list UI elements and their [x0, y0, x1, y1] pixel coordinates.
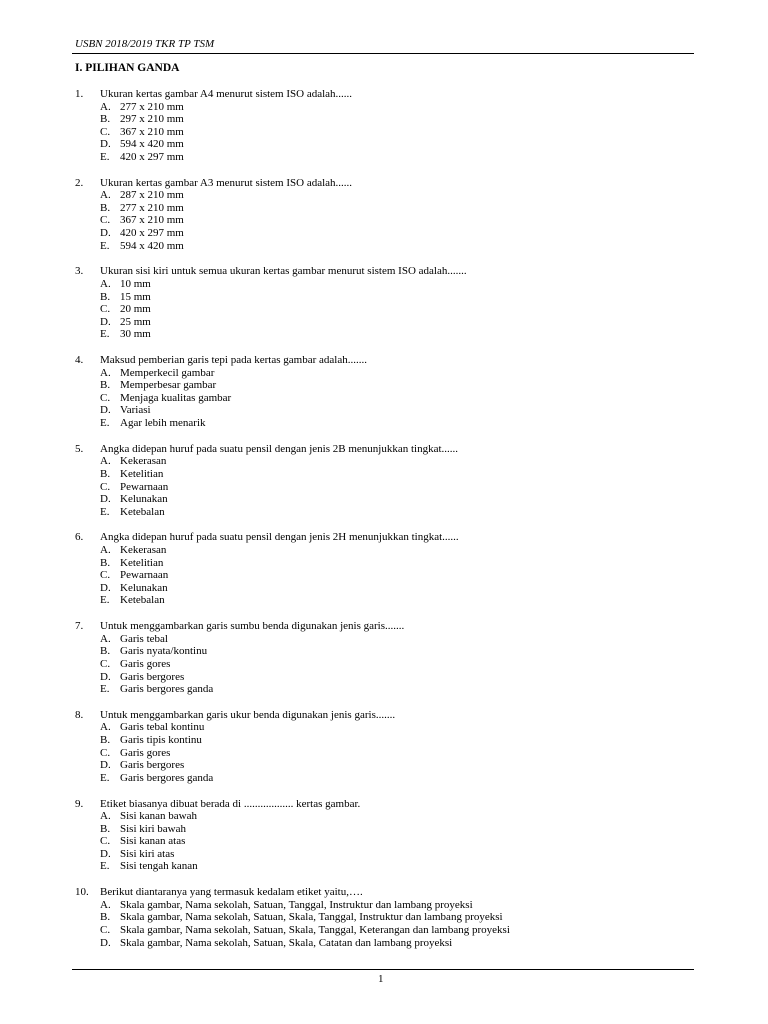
answer-option — [75, 240, 695, 253]
option-text: Kelunakan — [120, 581, 168, 594]
option-letter: B. — [100, 467, 111, 480]
question-number: 10. — [75, 886, 89, 899]
option-letter: A. — [100, 366, 111, 379]
answer-option — [75, 835, 695, 848]
option-letter: D. — [100, 227, 111, 240]
question-stem — [75, 354, 695, 367]
option-text: 420 x 297 mm — [120, 150, 184, 163]
answer-option — [75, 671, 695, 684]
option-text: Garis tebal — [120, 632, 168, 645]
question-text: Etiket biasanya dibuat berada di .................. kertas gambar. — [100, 797, 361, 810]
option-letter: C. — [100, 214, 111, 227]
option-text: 367 x 210 mm — [120, 125, 184, 138]
option-letter: B. — [100, 113, 111, 126]
question-stem — [75, 709, 695, 722]
question-stem — [75, 265, 695, 278]
option-text: 30 mm — [120, 328, 151, 341]
question-text: Angka didepan huruf pada suatu pensil dengan jenis 2B menunjukkan tingkat...... — [100, 442, 459, 455]
option-letter: D. — [100, 315, 111, 328]
answer-option — [75, 227, 695, 240]
answer-option — [75, 544, 695, 557]
option-text: 297 x 210 mm — [120, 113, 184, 126]
question-item — [75, 709, 695, 798]
option-text: Garis tebal kontinu — [120, 721, 205, 734]
question-item — [75, 354, 695, 443]
option-letter: D. — [100, 581, 111, 594]
answer-option — [75, 645, 695, 658]
option-letter: E. — [100, 683, 110, 696]
question-text: Untuk menggambarkan garis sumbu benda digunakan jenis garis....... — [100, 620, 405, 633]
question-number: 5. — [75, 442, 84, 455]
option-letter: C. — [100, 746, 111, 759]
option-text: 25 mm — [120, 315, 151, 328]
answer-option — [75, 633, 695, 646]
option-text: Skala gambar, Nama sekolah, Satuan, Tanggal, Instruktur dan lambang proyeksi — [120, 898, 473, 911]
page-header: USBN 2018/2019 TKR TP TSM — [75, 38, 215, 50]
option-letter: E. — [100, 417, 110, 430]
option-letter: E. — [100, 771, 110, 784]
answer-option — [75, 202, 695, 215]
option-text: Sisi kiri bawah — [120, 822, 186, 835]
option-text: Garis bergores ganda — [120, 771, 214, 784]
option-letter: C. — [100, 480, 111, 493]
question-number: 1. — [75, 88, 84, 100]
answer-option — [75, 911, 695, 924]
answer-option — [75, 291, 695, 304]
answer-option — [75, 417, 695, 430]
question-number: 3. — [75, 265, 84, 278]
answer-option — [75, 278, 695, 291]
answer-option — [75, 468, 695, 481]
option-text: Garis bergores — [120, 759, 185, 772]
question-stem — [75, 620, 695, 633]
option-letter: C. — [100, 125, 111, 138]
option-letter: A. — [100, 810, 111, 823]
question-text: Maksud pemberian garis tepi pada kertas gambar adalah....... — [100, 354, 367, 367]
answer-option — [75, 747, 695, 760]
answer-option — [75, 823, 695, 836]
section-title: I. PILIHAN GANDA — [75, 62, 180, 74]
option-letter: E. — [100, 150, 110, 163]
answer-option — [75, 594, 695, 607]
question-number: 7. — [75, 620, 84, 633]
option-text: Kelunakan — [120, 493, 168, 506]
question-list — [75, 88, 695, 975]
question-stem — [75, 798, 695, 811]
option-letter: B. — [100, 645, 111, 658]
answer-option — [75, 189, 695, 202]
answer-option — [75, 493, 695, 506]
answer-option — [75, 392, 695, 405]
option-letter: E. — [100, 594, 110, 607]
question-text: Ukuran sisi kiri untuk semua ukuran kertas gambar menurut sistem ISO adalah....... — [100, 265, 467, 278]
question-item — [75, 531, 695, 620]
option-letter: D. — [100, 847, 111, 860]
option-text: Memperkecil gambar — [120, 366, 215, 379]
option-text: Ketelitian — [120, 467, 164, 480]
option-letter: C. — [100, 657, 111, 670]
option-text: Ketebalan — [120, 594, 165, 607]
option-text: Pewarnaan — [120, 480, 169, 493]
option-text: 277 x 210 mm — [120, 100, 184, 113]
answer-option — [75, 481, 695, 494]
question-stem — [75, 443, 695, 456]
option-letter: A. — [100, 721, 111, 734]
option-letter: B. — [100, 822, 111, 835]
answer-option — [75, 557, 695, 570]
option-text: Memperbesar gambar — [120, 379, 217, 392]
question-number: 8. — [75, 708, 84, 721]
option-text: Kekerasan — [120, 455, 167, 468]
answer-option — [75, 734, 695, 747]
question-item — [75, 443, 695, 532]
option-text: Menjaga kualitas gambar — [120, 391, 232, 404]
question-text: Untuk menggambarkan garis ukur benda digunakan jenis garis....... — [100, 708, 396, 721]
header-rule — [72, 53, 694, 54]
option-text: Sisi kanan bawah — [120, 810, 197, 823]
answer-option — [75, 683, 695, 696]
answer-option — [75, 328, 695, 341]
question-item — [75, 798, 695, 887]
option-letter: A. — [100, 277, 111, 290]
option-letter: D. — [100, 670, 111, 683]
answer-option — [75, 721, 695, 734]
option-letter: C. — [100, 391, 111, 404]
option-text: Skala gambar, Nama sekolah, Satuan, Skala, Tanggal, Instruktur dan lambang proyeksi — [120, 911, 503, 924]
answer-option — [75, 924, 695, 937]
option-text: Agar lebih menarik — [120, 417, 206, 430]
option-letter: A. — [100, 898, 111, 911]
option-letter: E. — [100, 860, 110, 873]
question-item — [75, 886, 695, 975]
option-text: Garis nyata/kontinu — [120, 645, 208, 658]
option-letter: D. — [100, 138, 111, 151]
question-text: Ukuran kertas gambar A3 menurut sistem ISO adalah...... — [100, 176, 353, 189]
answer-option — [75, 138, 695, 151]
option-text: 420 x 297 mm — [120, 227, 184, 240]
option-letter: A. — [100, 632, 111, 645]
option-letter: D. — [100, 759, 111, 772]
option-text: 20 mm — [120, 303, 151, 316]
question-item — [75, 620, 695, 709]
page-number: 1 — [378, 973, 384, 985]
option-letter: B. — [100, 201, 111, 214]
option-letter: A. — [100, 544, 111, 557]
option-text: Pewarnaan — [120, 569, 169, 582]
answer-option — [75, 772, 695, 785]
option-text: 10 mm — [120, 277, 151, 290]
answer-option — [75, 937, 695, 950]
answer-option — [75, 379, 695, 392]
question-item — [75, 177, 695, 266]
option-letter: C. — [100, 923, 111, 936]
option-text: Garis gores — [120, 746, 171, 759]
question-number: 4. — [75, 354, 84, 367]
option-letter: B. — [100, 556, 111, 569]
answer-option — [75, 367, 695, 380]
option-text: Garis bergores — [120, 670, 185, 683]
answer-option — [75, 658, 695, 671]
question-text: Ukuran kertas gambar A4 menurut sistem ISO adalah...... — [100, 88, 353, 100]
option-letter: B. — [100, 911, 111, 924]
answer-option — [75, 101, 695, 114]
answer-option — [75, 860, 695, 873]
question-number: 9. — [75, 797, 84, 810]
question-stem — [75, 531, 695, 544]
answer-option — [75, 759, 695, 772]
option-text: Variasi — [120, 404, 151, 417]
option-text: 367 x 210 mm — [120, 214, 184, 227]
option-letter: E. — [100, 505, 110, 518]
answer-option — [75, 316, 695, 329]
option-letter: B. — [100, 734, 111, 746]
question-stem — [75, 177, 695, 190]
option-text: Ketebalan — [120, 505, 165, 518]
option-text: Sisi kanan atas — [120, 835, 186, 848]
option-letter: A. — [100, 455, 111, 468]
option-text: 594 x 420 mm — [120, 138, 184, 151]
option-text: 277 x 210 mm — [120, 201, 184, 214]
option-text: Kekerasan — [120, 544, 167, 557]
answer-option — [75, 899, 695, 912]
question-item — [75, 265, 695, 354]
answer-option — [75, 126, 695, 139]
question-number: 6. — [75, 531, 84, 544]
option-text: Garis bergores ganda — [120, 683, 214, 696]
option-text: Skala gambar, Nama sekolah, Satuan, Skala, Catatan dan lambang proyeksi — [120, 936, 453, 949]
option-text: 594 x 420 mm — [120, 239, 184, 252]
option-letter: C. — [100, 303, 111, 316]
answer-option — [75, 569, 695, 582]
question-text: Angka didepan huruf pada suatu pensil dengan jenis 2H menunjukkan tingkat...... — [100, 531, 459, 544]
answer-option — [75, 810, 695, 823]
option-letter: A. — [100, 100, 111, 113]
option-letter: D. — [100, 936, 111, 949]
option-text: Sisi tengah kanan — [120, 860, 198, 873]
answer-option — [75, 151, 695, 164]
answer-option — [75, 455, 695, 468]
question-stem — [75, 886, 695, 899]
option-letter: C. — [100, 835, 111, 848]
answer-option — [75, 303, 695, 316]
answer-option — [75, 404, 695, 417]
option-text: 15 mm — [120, 290, 151, 303]
option-text: 287 x 210 mm — [120, 189, 184, 202]
option-letter: A. — [100, 189, 111, 202]
option-text: Ketelitian — [120, 556, 164, 569]
option-letter: B. — [100, 379, 111, 392]
footer-rule — [72, 969, 694, 970]
option-letter: D. — [100, 493, 111, 506]
answer-option — [75, 214, 695, 227]
answer-option — [75, 848, 695, 861]
option-text: Garis gores — [120, 657, 171, 670]
option-text: Garis tipis kontinu — [120, 734, 202, 746]
question-number: 2. — [75, 176, 84, 189]
answer-option — [75, 113, 695, 126]
option-letter: C. — [100, 569, 111, 582]
option-letter: B. — [100, 290, 111, 303]
answer-option — [75, 506, 695, 519]
option-text: Sisi kiri atas — [120, 847, 175, 860]
option-letter: D. — [100, 404, 111, 417]
answer-option — [75, 582, 695, 595]
question-stem — [75, 88, 695, 101]
question-item — [75, 88, 695, 177]
option-text: Skala gambar, Nama sekolah, Satuan, Skala, Tanggal, Keterangan dan lambang proyeksi — [120, 923, 510, 936]
question-text: Berikut diantaranya yang termasuk kedalam etiket yaitu,…. — [100, 886, 363, 899]
option-letter: E. — [100, 328, 110, 341]
option-letter: E. — [100, 239, 110, 252]
